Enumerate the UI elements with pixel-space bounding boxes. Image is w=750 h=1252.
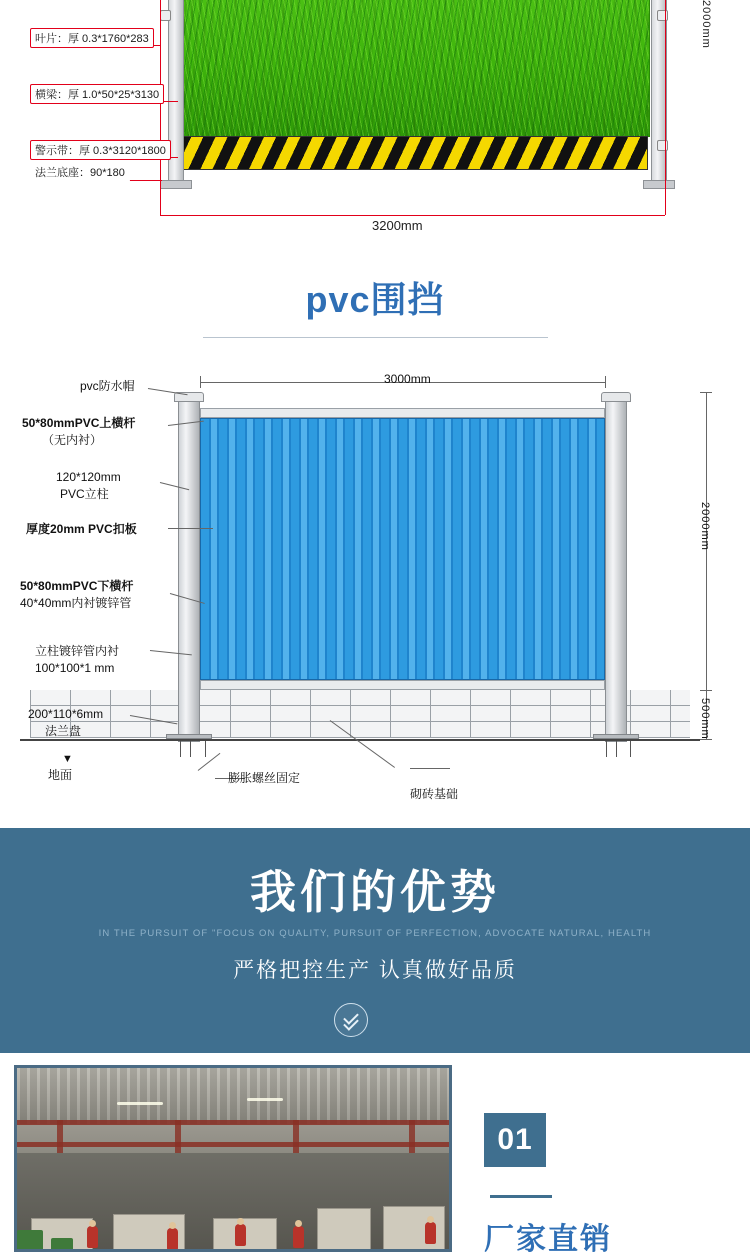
callout-warning-tape: 警示带：厚 0.3*3120*1800 [30,140,171,160]
leader-anchor [198,753,221,771]
ceiling-light [247,1098,283,1101]
callout-flange-base: 法兰底座：90*180 [30,162,130,182]
label-post: PVC立柱 [60,487,109,501]
label-brick-foundation: 砌砖基础 [410,787,459,801]
label-inner-galv-tube: 40*40mm内衬镀锌管 [20,596,132,610]
pvc-base-dimension: 500mm [699,698,711,740]
bracket-icon [657,10,668,21]
grass-width-dimension: 3200mm [372,218,423,233]
factory-photo [14,1065,452,1252]
green-panel [17,1230,43,1252]
leader-board [168,528,213,529]
workshop-roof [17,1068,449,1126]
advantage-subtitle: 严格把控生产 认真做好品质 [233,959,517,982]
title-divider [203,337,548,338]
pvc-waterproof-cap-right [601,392,631,402]
label-ground: 地面 [48,768,73,782]
callout-beam: 横梁：厚 1.0*50*25*3130 [30,84,164,104]
pvc-post-left [178,400,200,742]
worker-figure [87,1226,98,1248]
pvc-height-dimension: 2000mm [699,502,711,551]
worker-figure [235,1224,246,1246]
brick-foundation [30,690,690,738]
callout-blade: 叶片：厚 0.3*1760*283 [30,28,154,48]
grass-texture [179,0,649,136]
right-dim-tick-a [700,392,712,393]
pvc-post-right [605,400,627,742]
fence-foot-left [160,180,192,189]
pvc-top-rail [200,408,605,418]
badge-underline [490,1195,552,1198]
anchor-bolt [616,739,617,757]
label-flange-size: 200*110*6mm [28,707,104,721]
pvc-bottom-rail [200,680,605,690]
pvc-panel [200,418,605,680]
worker-figure [425,1222,436,1244]
advantage-title: 我们的优势 [250,866,500,918]
grass-fence-diagram [0,0,750,250]
leader-brick-h [410,768,450,769]
anchor-bolt [205,739,206,757]
page-title: pvc围挡 [305,279,445,320]
grass-height-dimension: 2000mm [700,0,712,49]
worker-figure [293,1226,304,1248]
fence-foot-right [643,180,675,189]
label-top-rail: 50*80mmPVC上横杆 [22,416,136,430]
label-no-liner: （无内衬） [42,433,103,447]
dimension-line-left [160,0,161,215]
label-post-size: 120*120mm [56,470,121,484]
bracket-icon [160,10,171,21]
label-waterproof-cap: pvc防水帽 [80,379,135,393]
top-dimension-tick-right [605,376,606,388]
bracket-icon [657,140,668,151]
pvc-fence-diagram [0,350,750,828]
roof-beam [17,1142,449,1147]
anchor-bolt [630,739,631,757]
anchor-bolt [180,739,181,757]
advantage-banner [0,828,750,1053]
factory-slogan: 厂家直销 [484,1223,612,1252]
ground-marker-icon: ▼ [62,753,73,765]
worker-figure [167,1228,178,1250]
label-board-thickness: 厚度20mm PVC扣板 [26,522,137,536]
green-panel [51,1238,73,1252]
dimension-line-width [160,215,665,216]
grass-panel [178,0,650,137]
material-stack [317,1208,371,1252]
label-post-liner: 立柱镀锌管内衬 [35,644,120,658]
pvc-top-dimension: 3000mm [384,372,431,386]
label-bottom-rail: 50*80mmPVC下横杆 [20,579,134,593]
advantage-english-subtitle: IN THE PURSUIT OF "FOCUS ON QUALITY, PURSUIT OF PERFECTION, ADVOCATE NATURAL, HEALTH [98,928,652,939]
factory-section [0,1053,750,1252]
ceiling-light [117,1102,163,1105]
top-dimension-tick-left [200,376,201,388]
number-badge: 01 [484,1113,546,1167]
hazard-warning-strip [178,136,648,170]
anchor-bolt [606,739,607,757]
label-flange: 法兰盘 [45,724,82,738]
double-chevron-down-icon[interactable] [334,1003,368,1037]
factory-photo-image [17,1068,449,1249]
pvc-title-block [0,250,750,350]
label-expansion-screw: 膨胀螺丝固定 [228,771,301,785]
anchor-bolt [190,739,191,757]
roof-beam [17,1120,449,1125]
dimension-line-right [665,0,666,215]
label-post-liner-size: 100*100*1 mm [35,661,115,675]
